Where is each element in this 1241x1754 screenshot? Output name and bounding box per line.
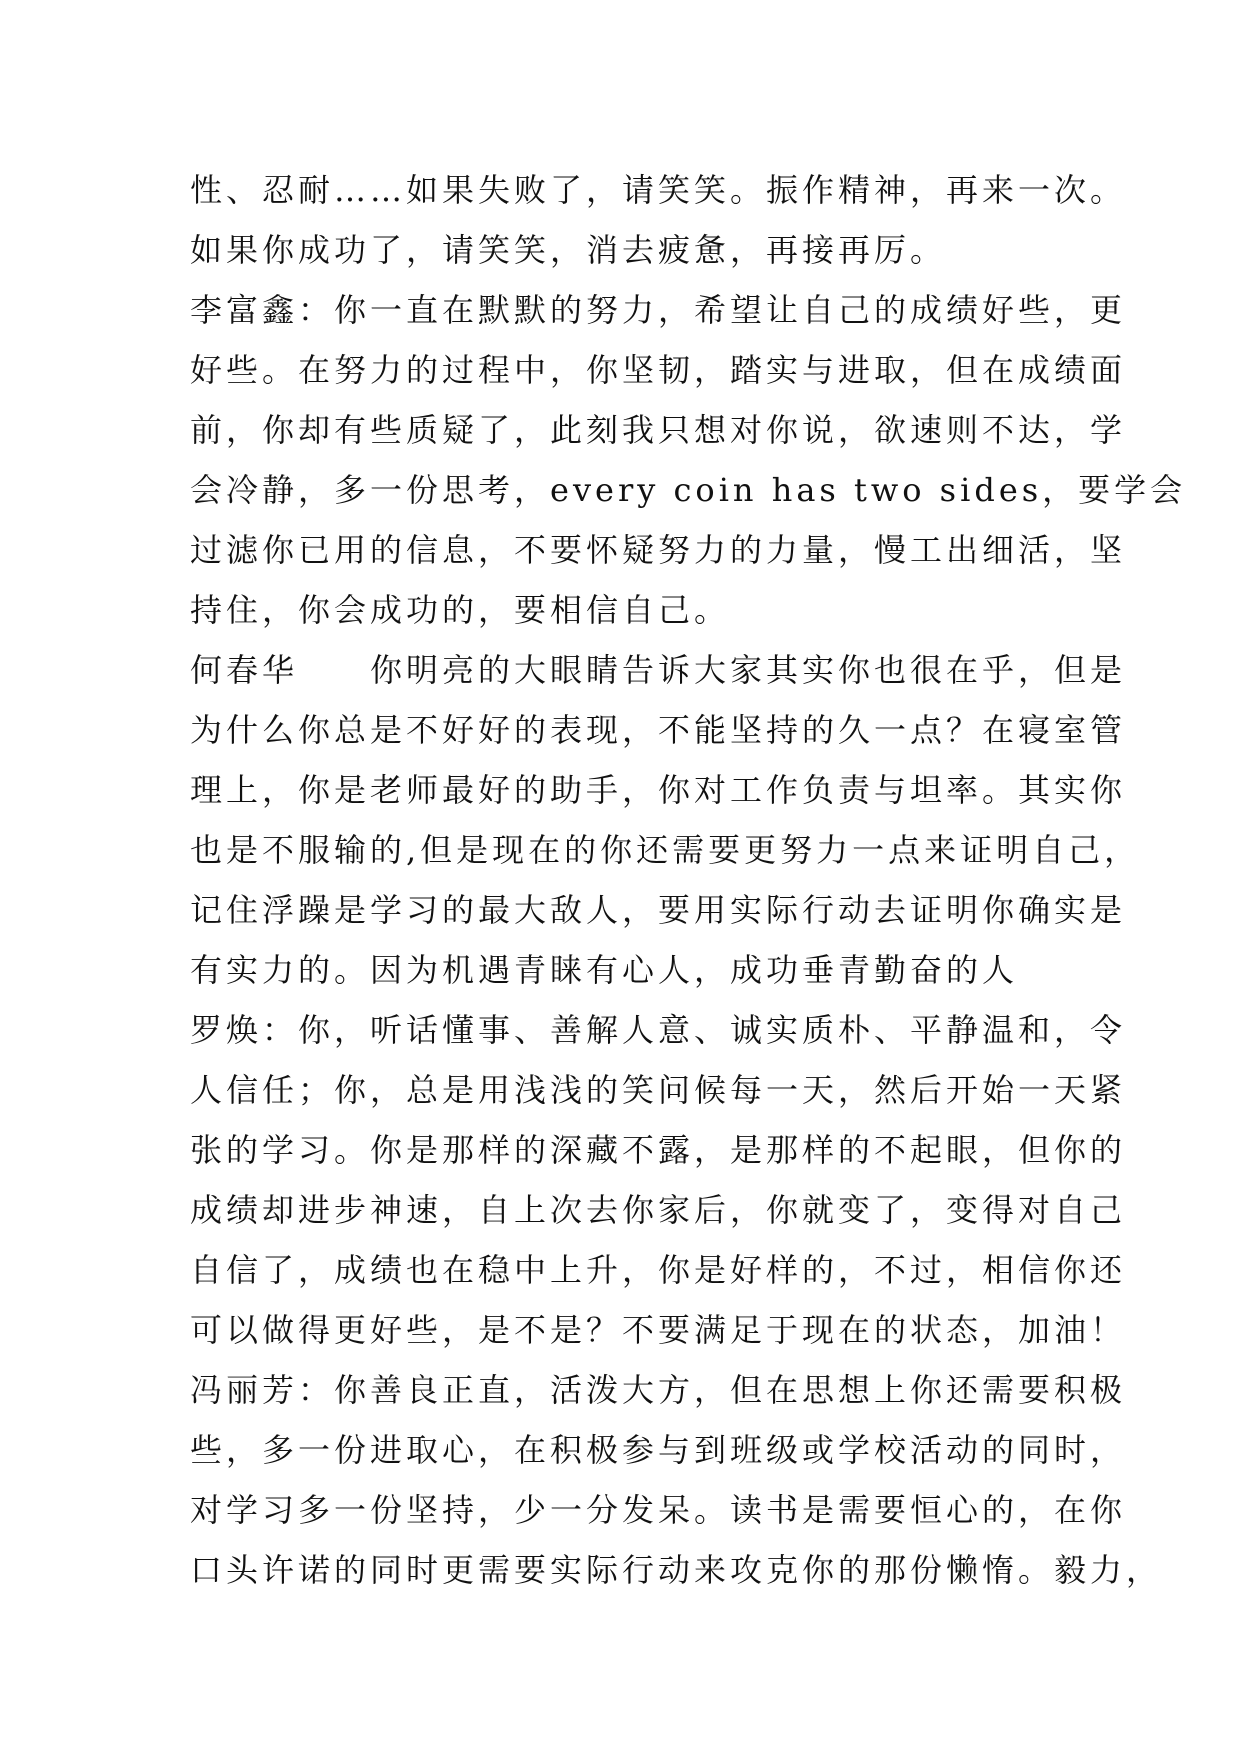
- text-line: 成绩却进步神速，自上次去你家后，你就变了，变得对自己: [190, 1191, 1127, 1229]
- text-line: 张的学习。你是那样的深藏不露，是那样的不起眼，但你的: [190, 1131, 1127, 1169]
- text-line: 记住浮躁是学习的最大敌人，要用实际行动去证明你确实是: [190, 891, 1127, 929]
- text-line: 人信任；你，总是用浅浅的笑问候每一天，然后开始一天紧: [190, 1071, 1127, 1109]
- text-line: 李富鑫：你一直在默默的努力，希望让自己的成绩好些，更: [190, 291, 1127, 329]
- body-text: [190, 160, 1187, 1600]
- text-line: 理上，你是老师最好的助手，你对工作负责与坦率。其实你: [190, 771, 1127, 809]
- text-line: 持住，你会成功的，要相信自己。: [190, 591, 731, 629]
- text-line: 过滤你已用的信息，不要怀疑努力的力量，慢工出细活，坚: [190, 531, 1127, 569]
- text-line: 何春华 你明亮的大眼睛告诉大家其实你也很在乎，但是: [190, 651, 1127, 689]
- text-line: 冯丽芳：你善良正直，活泼大方，但在思想上你还需要积极: [190, 1371, 1127, 1409]
- text-line: 好些。在努力的过程中，你坚韧，踏实与进取，但在成绩面: [190, 351, 1127, 389]
- text-line: 可以做得更好些，是不是？不要满足于现在的状态，加油！: [190, 1311, 1127, 1349]
- text-line: 口头许诺的同时更需要实际行动来攻克你的那份懒惰。毅力，: [190, 1551, 1163, 1589]
- text-line: 前，你却有些质疑了，此刻我只想对你说，欲速则不达，学: [190, 411, 1127, 449]
- text-line: 性、忍耐……如果失败了，请笑笑。振作精神，再来一次。: [190, 171, 1127, 209]
- text-line: 会冷静，多一份思考，every coin has two sides，要学会: [190, 471, 1187, 509]
- text-line: 自信了，成绩也在稳中上升，你是好样的，不过，相信你还: [190, 1251, 1127, 1289]
- text-line: 些，多一份进取心，在积极参与到班级或学校活动的同时，: [190, 1431, 1127, 1469]
- text-line: 对学习多一份坚持，少一分发呆。读书是需要恒心的，在你: [190, 1491, 1127, 1529]
- text-line: 如果你成功了，请笑笑，消去疲惫，再接再厉。: [190, 231, 947, 269]
- text-line: 为什么你总是不好好的表现，不能坚持的久一点？在寝室管: [190, 711, 1127, 749]
- text-line: 有实力的。因为机遇青睐有心人，成功垂青勤奋的人: [190, 951, 1019, 989]
- text-line: 罗焕：你，听话懂事、善解人意、诚实质朴、平静温和，令: [190, 1011, 1127, 1049]
- text-line: 也是不服输的,但是现在的你还需要更努力一点来证明自己，: [190, 831, 1141, 869]
